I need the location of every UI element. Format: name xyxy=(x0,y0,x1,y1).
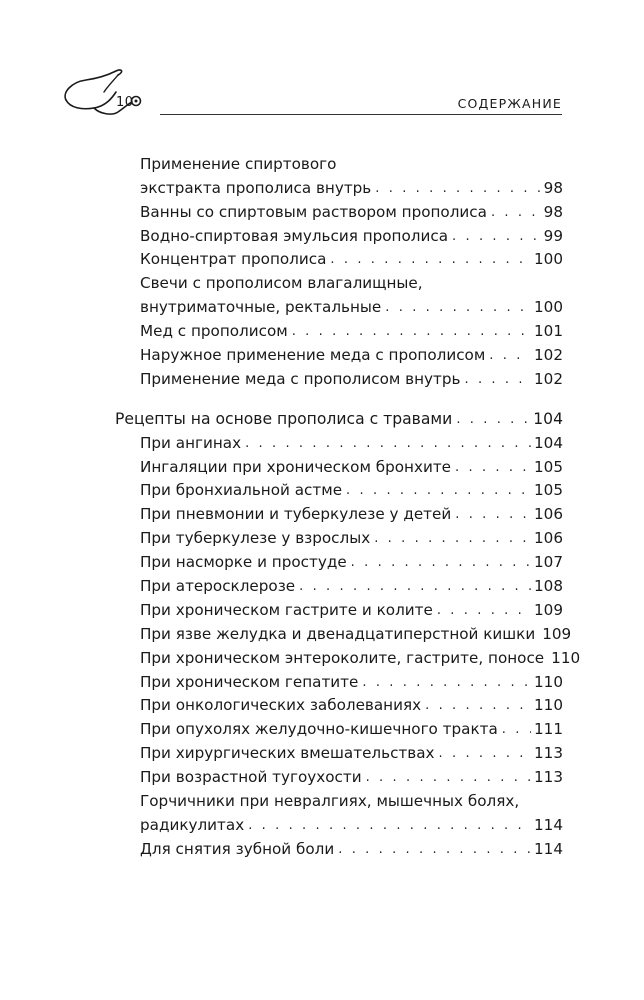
toc-page-number: 113 xyxy=(534,744,563,763)
toc-entry xyxy=(140,500,563,524)
toc-page-number: 110 xyxy=(534,696,563,715)
toc-entry xyxy=(140,524,563,548)
toc-entry xyxy=(140,477,563,501)
toc-entry-text: Применение меда с прополисом внутрь xyxy=(140,369,461,388)
toc-leader-dots xyxy=(425,696,531,715)
toc-entry-text: При хроническом гастрите и колите xyxy=(140,600,433,619)
toc-entry-text: Применение спиртового xyxy=(140,154,337,173)
toc-entry-text: При возрастной тугоухости xyxy=(140,768,362,787)
toc-entry-text: При хирургических вмешательствах xyxy=(140,744,435,763)
toc-entry-text: Ванны со спиртовым раствором прополиса xyxy=(140,202,487,221)
toc-entry xyxy=(140,763,563,787)
toc-page-number: 110 xyxy=(534,672,563,691)
section-title: СОДЕРЖАНИЕ xyxy=(457,96,562,111)
toc-entry-text: внутриматочные, ректальные xyxy=(140,298,382,317)
toc-page-number: 109 xyxy=(542,624,572,643)
toc-leader-dots xyxy=(362,673,531,692)
toc-page-number: 106 xyxy=(534,529,563,548)
toc-entry xyxy=(140,174,563,198)
toc-page-number: 98 xyxy=(543,178,563,197)
toc-leader-dots xyxy=(455,505,531,524)
toc-leader-dots xyxy=(491,203,541,222)
toc-entry xyxy=(140,811,563,835)
toc-entry xyxy=(140,668,563,692)
toc-leader-dots xyxy=(489,346,531,365)
toc-entry-text: При опухолях желудочно-кишечного тракта xyxy=(140,720,498,739)
page-number: 10 xyxy=(116,95,134,110)
page-header xyxy=(0,0,644,120)
toc-leader-dots xyxy=(248,816,531,835)
toc-entry-text: При бронхиальной астме xyxy=(140,481,343,500)
toc-entry xyxy=(140,548,563,572)
toc-leader-dots xyxy=(502,720,531,739)
toc-entry xyxy=(140,739,563,763)
toc-entry-text: При онкологических заболеваниях xyxy=(140,696,422,715)
toc-leader-dots xyxy=(439,744,531,763)
toc-entry-text: При пневмонии и туберкулезе у детей xyxy=(140,505,452,524)
toc-subsection-group xyxy=(0,150,644,389)
toc-leader-dots xyxy=(292,322,531,341)
table-of-contents xyxy=(0,150,644,859)
toc-entry xyxy=(140,787,563,811)
toc-page-number: 101 xyxy=(534,322,563,341)
toc-leader-dots xyxy=(299,577,531,596)
toc-page-number: 109 xyxy=(534,600,563,619)
toc-leader-dots xyxy=(366,768,531,787)
toc-chapter-group xyxy=(0,405,644,859)
toc-entry xyxy=(140,317,563,341)
toc-entry-text: При атеросклерозе xyxy=(140,577,296,596)
toc-page-number: 104 xyxy=(533,409,563,428)
toc-leader-dots xyxy=(351,553,531,572)
toc-entry xyxy=(140,365,563,389)
toc-page-number: 108 xyxy=(534,577,563,596)
toc-entry xyxy=(140,150,563,174)
toc-entry xyxy=(140,246,563,270)
toc-page-number: 114 xyxy=(534,815,563,834)
toc-entry xyxy=(140,293,563,317)
toc-leader-dots xyxy=(456,410,530,429)
stethoscope-icon xyxy=(60,62,170,122)
toc-leader-dots xyxy=(374,529,531,548)
toc-entry-text: Ингаляции при хроническом бронхите xyxy=(140,457,452,476)
toc-page-number: 114 xyxy=(534,839,563,858)
toc-entry xyxy=(140,715,563,739)
toc-entry-text: Горчичники при невралгиях, мышечных болях, xyxy=(140,792,520,811)
toc-leader-dots xyxy=(465,370,532,389)
toc-entry-text: При туберкулезе у взрослых xyxy=(140,529,371,548)
toc-page-number: 107 xyxy=(534,553,563,572)
toc-page-number: 102 xyxy=(534,369,563,388)
toc-page-number: 102 xyxy=(534,346,563,365)
toc-leader-dots xyxy=(375,179,540,198)
toc-page-number: 104 xyxy=(534,433,563,452)
toc-entry-text: При язве желудка и двенадцатиперстной кишки xyxy=(140,624,536,643)
toc-leader-dots xyxy=(346,481,531,500)
toc-page-number: 100 xyxy=(534,250,563,269)
toc-chapter-entry xyxy=(115,405,563,429)
toc-entry-text: радикулитах xyxy=(140,815,245,834)
toc-entry xyxy=(140,692,563,716)
toc-page-number: 110 xyxy=(551,648,581,667)
toc-entry-text: При ангинах xyxy=(140,433,242,452)
toc-page-number: 105 xyxy=(534,457,563,476)
toc-entry xyxy=(140,620,572,644)
toc-leader-dots xyxy=(452,227,541,246)
toc-leader-dots xyxy=(245,434,531,453)
toc-page-number: 111 xyxy=(534,720,563,739)
toc-entry-text: Для снятия зубной боли xyxy=(140,839,335,858)
toc-leader-dots xyxy=(338,840,531,859)
toc-entry xyxy=(140,222,563,246)
toc-entry-text: Мед с прополисом xyxy=(140,322,288,341)
toc-entry xyxy=(140,429,563,453)
toc-entry-text: При хроническом гепатите xyxy=(140,672,359,691)
toc-page-number: 113 xyxy=(534,768,563,787)
toc-entry xyxy=(140,269,563,293)
toc-entry-text: Рецепты на основе прополиса с травами xyxy=(115,409,453,428)
toc-leader-dots xyxy=(330,250,531,269)
toc-entry xyxy=(140,453,563,477)
toc-entry-text: При хроническом энтероколите, гастрите, поносе xyxy=(140,648,545,667)
toc-entry xyxy=(140,644,581,668)
toc-page-number: 106 xyxy=(534,505,563,524)
toc-entry-text: Водно-спиртовая эмульсия прополиса xyxy=(140,226,449,245)
toc-entry xyxy=(140,572,563,596)
toc-entry-text: экстракта прополиса внутрь xyxy=(140,178,372,197)
toc-page-number: 98 xyxy=(543,202,563,221)
toc-entry xyxy=(140,596,563,620)
toc-page-number: 105 xyxy=(534,481,563,500)
toc-leader-dots xyxy=(385,298,531,317)
toc-page-number: 100 xyxy=(534,298,563,317)
toc-entry-text: Наружное применение меда с прополисом xyxy=(140,346,486,365)
toc-entry xyxy=(140,835,563,859)
toc-leader-dots xyxy=(437,601,531,620)
toc-page-number: 99 xyxy=(543,226,563,245)
toc-entry-text: При насморке и простуде xyxy=(140,553,347,572)
toc-entry-text: Свечи с прополисом влагалищные, xyxy=(140,274,423,293)
toc-entry-text: Концентрат прополиса xyxy=(140,250,327,269)
toc-entry xyxy=(140,341,563,365)
toc-entry xyxy=(140,198,563,222)
header-rule xyxy=(160,114,562,115)
toc-leader-dots xyxy=(455,458,531,477)
